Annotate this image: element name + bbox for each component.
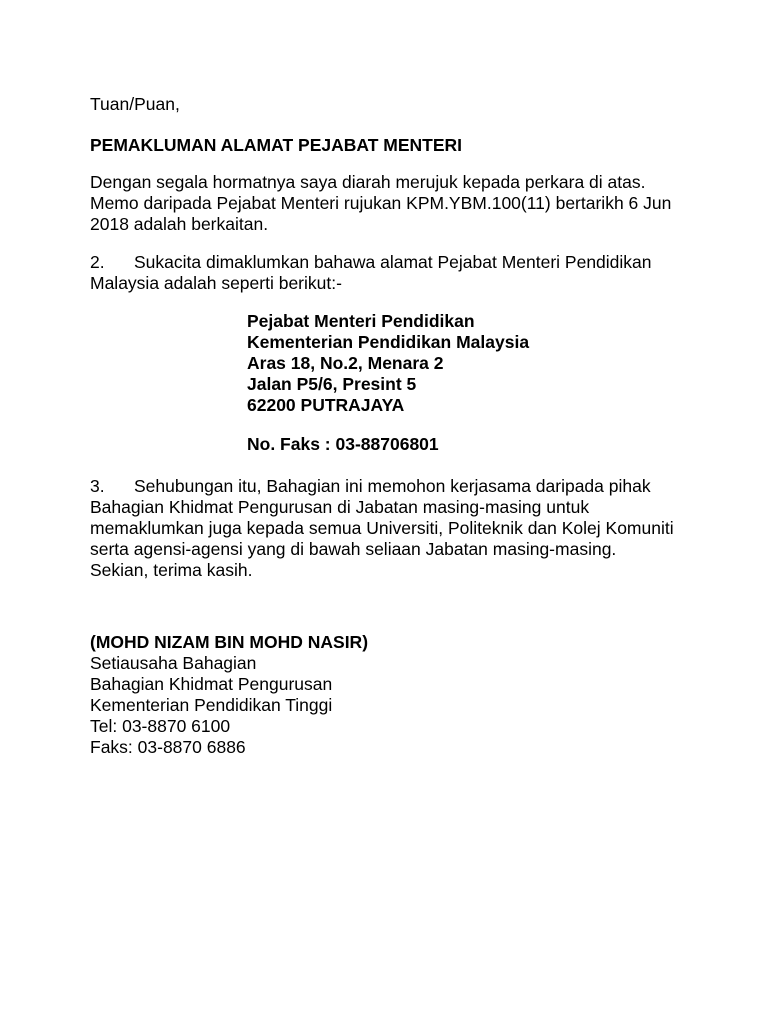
salutation: Tuan/Puan, <box>90 94 180 114</box>
para2-line: Malaysia adalah seperti berikut:- <box>90 273 342 293</box>
para3-number: 3. <box>90 476 105 496</box>
address-line: Jalan P5/6, Presint 5 <box>247 374 417 394</box>
signatory-fax: Faks: 03-8870 6886 <box>90 737 246 757</box>
address-line: Pejabat Menteri Pendidikan <box>247 311 475 331</box>
address-line: Aras 18, No.2, Menara 2 <box>247 353 444 373</box>
signatory-tel: Tel: 03-8870 6100 <box>90 716 231 736</box>
para3-line: Bahagian Khidmat Pengurusan di Jabatan masing-masing untuk <box>90 497 590 517</box>
para1-line: Memo daripada Pejabat Menteri rujukan KPM.YBM.100(11) bertarikh 6 Jun <box>90 193 672 213</box>
address-line: Kementerian Pendidikan Malaysia <box>247 332 530 352</box>
para2-line: Sukacita dimaklumkan bahawa alamat Pejabat Menteri Pendidikan <box>134 252 652 272</box>
signatory-division: Bahagian Khidmat Pengurusan <box>90 674 333 694</box>
signatory-title: Setiausaha Bahagian <box>90 653 257 673</box>
para2-number: 2. <box>90 252 105 272</box>
para3-line: serta agensi-agensi yang di bawah seliaan Jabatan masing-masing. <box>90 539 617 559</box>
subject-heading: PEMAKLUMAN ALAMAT PEJABAT MENTERI <box>90 135 463 155</box>
signatory-ministry: Kementerian Pendidikan Tinggi <box>90 695 333 715</box>
para1-line: Dengan segala hormatnya saya diarah merujuk kepada perkara di atas. <box>90 172 646 192</box>
para3-line: memaklumkan juga kepada semua Universiti, Politeknik dan Kolej Komuniti <box>90 518 674 538</box>
para3-line: Sehubungan itu, Bahagian ini memohon kerjasama daripada pihak <box>134 476 651 496</box>
para1-line: 2018 adalah berkaitan. <box>90 214 269 234</box>
address-fax: No. Faks : 03-88706801 <box>247 434 439 454</box>
address-line: 62200 PUTRAJAYA <box>247 395 405 415</box>
signatory-name: (MOHD NIZAM BIN MOHD NASIR) <box>90 632 369 652</box>
para3-line: Sekian, terima kasih. <box>90 560 253 580</box>
